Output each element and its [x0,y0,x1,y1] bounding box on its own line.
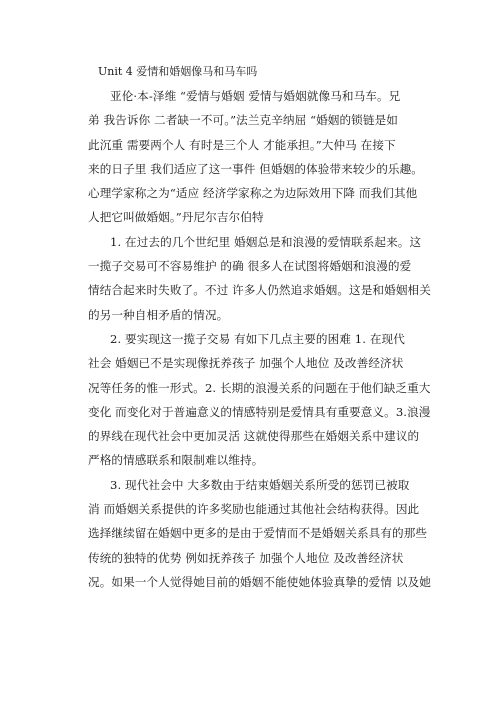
paragraph-intro [88,84,434,230]
paragraph-line: 的界线在现代社会中更加灵活 这就使得那些在婚姻关系中建议的 [88,429,420,444]
paragraph-line: 心理学家称之为“适应 经济学家称之为边际效用下降 而我们其他 [88,186,418,201]
document-page [88,62,434,594]
paragraph-line: 传统的独特的优势 例如抚养孩子 加强个人地位 及改善经济状 [88,550,404,565]
paragraph-line: 况。如果一个人觉得她目前的婚姻不能使她体验真挚的爱情 以及她 [88,574,431,589]
paragraph-line: 来的日子里 我们适应了这一事件 但婚姻的体验带来较少的乐趣。 [88,161,423,176]
paragraph-line: 况等任务的惟一形式。2. 长期的浪漫关系的问题在于他们缺乏重大 [88,380,431,395]
paragraph-line: 弟 我告诉你 二者缺一不可。”法兰克辛纳屈 “婚姻的锁链是如 [88,113,398,128]
paragraph-line: 严格的情感联系和限制难以维持。 [88,453,264,468]
paragraph-line: 变化 而变化对于普遍意义的情感特别是爱情具有重要意义。3.浪漫 [88,404,431,419]
paragraph-line: 一揽子交易可不容易维护 的确 很多人在试图将婚姻和浪漫的爱 [88,259,412,274]
paragraph-line: 1. 在过去的几个世纪里 婚姻总是和浪漫的爱情联系起来。这 [110,234,422,249]
paragraph-2 [88,327,434,473]
paragraph-line: 此沉重 需要两个人 有时是三个人 才能承担。”大仲马 在接下 [88,137,396,152]
paragraph-line: 社会 婚姻已不是实现像抚养孩子 加强个人地位 及改善经济状 [88,356,404,371]
paragraph-line: 2. 要实现这一揽子交易 有如下几点主要的困难 1. 在现代 [110,331,405,346]
paragraph-line: 3. 现代社会中 大多数由于结束婚姻关系所受的惩罚已被取 [110,477,410,492]
paragraph-3 [88,473,434,594]
paragraph-line: 的另一种自相矛盾的情况。 [88,307,229,322]
document-title: Unit 4 爱情和婚姻像马和马车吗 [98,65,258,78]
paragraph-1 [88,230,434,327]
paragraph-line: 人把它叫做婚姻。”丹尼尔吉尔伯特 [88,210,264,225]
paragraph-line: 消 而婚姻关系提供的许多奖励也能通过其他社会结构获得。因此 [88,502,420,517]
paragraph-line: 亚伦·本-泽维 “爱情与婚姻 爱情与婚姻就像马和马车。兄 [110,89,401,103]
paragraph-line: 选择继续留在婚姻中更多的是由于爱情而不是婚姻关系具有的那些 [88,526,428,541]
paragraph-line: 情结合起来时失败了。不过 许多人仍然追求婚姻。这是和婚姻相关 [88,283,431,298]
